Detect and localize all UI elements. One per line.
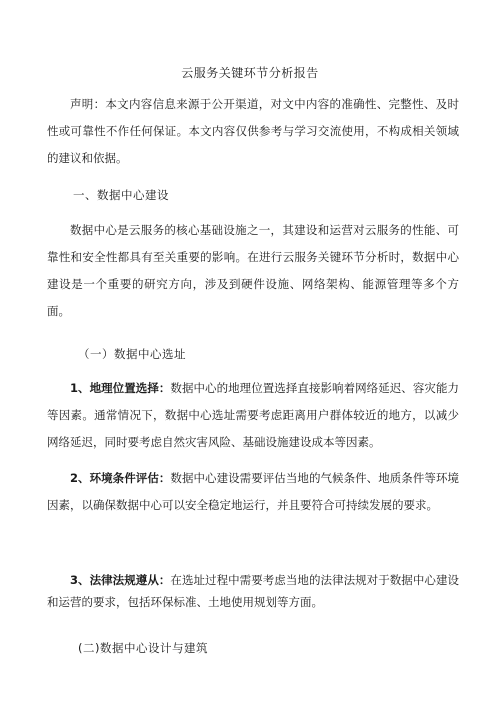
list-item-lead: 1、地理位置选择： xyxy=(70,381,171,395)
disclaimer-paragraph: 声明：本文内容信息来源于公开渠道，对文中内容的准确性、完整性、及时性或可靠性不作任何保证。本文内容仅供参考与学习交流使用，不构成相关领域的建议和依据。 xyxy=(47,97,459,165)
section-heading-data-center: 一、数据中心建设 xyxy=(73,188,169,202)
list-item-text: 数据中心建设需要评估当地的气候条件、地质条件等环境因素，以确保数据中心可以安全稳定地运行，并且要符合可持续发展的要求。 xyxy=(47,471,459,512)
document-title: 云服务关键环节分析报告 xyxy=(181,66,319,80)
list-item-lead: 2、环境条件评估： xyxy=(70,471,171,485)
section-intro-paragraph: 数据中心是云服务的核心基础设施之一，其建设和运营对云服务的性能、可靠性和安全性都具有至关重要的影响。在进行云服务关键环节分析时，数据中心建设是一个重要的研究方向，涉及到硬件设施、网络架构、能源管理等多个方面。 xyxy=(47,223,459,318)
list-item-text: 数据中心的地理位置选择直接影响着网络延迟、容灾能力等因素。通常情况下，数据中心选址需要考虑距离用户群体较近的地方，以减少网络延迟，同时要考虑自然灾害风险、基础设施建设成本等因素。 xyxy=(47,381,459,449)
list-item-legal-compliance xyxy=(47,569,459,613)
list-item-lead: 3、法律法规遵从： xyxy=(70,573,171,587)
subsection-heading-design-construction: (二)数据中心设计与建筑 xyxy=(78,641,208,655)
list-item-text: 在选址过程中需要考虑当地的法律法规对于数据中心建设和运营的要求，包括环保标准、土地使用规划等方面。 xyxy=(47,573,459,609)
subsection-heading-site-selection: （一）数据中心选址 xyxy=(78,347,186,361)
list-item-environment-assessment xyxy=(47,465,459,519)
list-item-geographic-location xyxy=(47,375,459,456)
